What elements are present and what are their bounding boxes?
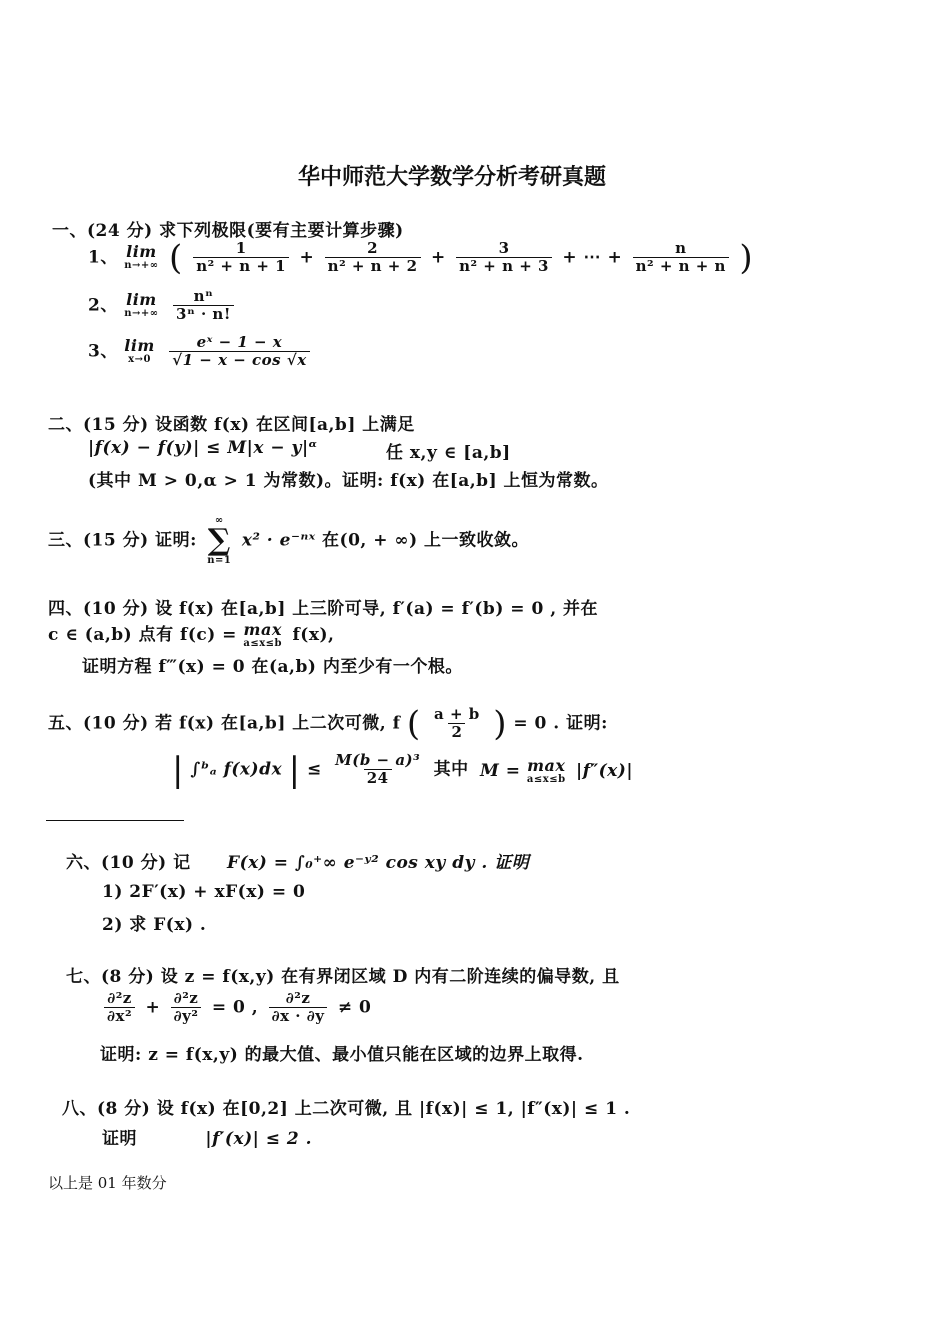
q5-rhs-frac — [332, 752, 423, 788]
q8-line1: 八、(8 分) 设 f(x) 在[0,2] 上二次可微, 且 |f(x)| ≤ 1, |f″(x)| ≤ 1 . — [62, 1099, 631, 1119]
q5-m-eq: M = — [480, 761, 521, 781]
q5-m-def — [480, 758, 633, 785]
q1-frac-3 — [456, 240, 552, 276]
abs-bar: | — [288, 749, 301, 790]
q4-max — [243, 622, 282, 649]
eq-zero: = 0 , — [211, 997, 259, 1018]
frac-numerator: eˣ − 1 − x — [196, 333, 283, 351]
page-title: 华中师范大学数学分析考研真题 — [298, 165, 607, 190]
frac-denominator: n² + n + n — [633, 257, 729, 275]
q5-where: 其中 — [433, 759, 469, 780]
sum-lower: n=1 — [207, 555, 232, 566]
ellipsis: + ⋯ + — [562, 247, 623, 268]
max-word: max — [527, 756, 566, 775]
q1-part3-limit — [124, 338, 155, 365]
q7-frac-xy — [269, 990, 328, 1026]
plus-sign: + — [299, 247, 315, 268]
plus-sign: + — [145, 997, 161, 1018]
q5-integral: ∫ᵇₐ f(x)dx — [190, 759, 283, 780]
q5-line1-start: 五、(10 分) 若 f(x) 在[a,b] 上二次可微, f — [48, 713, 401, 734]
q5-line2 — [172, 749, 469, 790]
q8-proof-word: 证明 — [102, 1129, 137, 1149]
lim-word: lim — [126, 242, 157, 262]
q2-inequality: |f(x) − f(y)| ≤ M|x − y|ᵅ — [88, 438, 318, 458]
q1-part1-label: 1、 — [88, 247, 118, 268]
frac-denominator: 3ⁿ · n! — [173, 305, 234, 323]
q1-heading: 一、(24 分) 求下列极限(要有主要计算步骤) — [52, 221, 404, 241]
q1-part1-limit — [124, 244, 158, 271]
q5-line1-end: = 0 . 证明: — [513, 713, 608, 734]
frac-numerator: nⁿ — [193, 287, 214, 305]
q5-m-tail: |f″(x)| — [576, 761, 634, 781]
summation-icon — [207, 516, 231, 566]
q1-part1 — [88, 237, 754, 278]
q8-line2 — [102, 1124, 312, 1149]
q7-line1: 七、(8 分) 设 z = f(x,y) 在有界闭区域 D 内有二阶连续的偏导数, 且 — [66, 967, 620, 987]
frac-numerator: 3 — [498, 239, 510, 257]
frac-denominator: 24 — [364, 769, 392, 787]
max-subscript: a≤x≤b — [526, 774, 566, 785]
right-paren: ) — [493, 703, 507, 744]
frac-denominator: ∂y² — [171, 1007, 202, 1025]
q4-line2 — [48, 620, 334, 649]
q4-line2-start: c ∈ (a,b) 点有 f(c) = — [48, 625, 237, 645]
lim-subscript: n→+∞ — [124, 308, 159, 320]
frac-denominator: n² + n + 2 — [325, 257, 421, 275]
frac-denominator: ∂x² — [104, 1007, 135, 1025]
q4-line3: 证明方程 f‴(x) = 0 在(a,b) 内至少有一个根。 — [82, 657, 463, 677]
q2-heading: 二、(15 分) 设函数 f(x) 在区间[a,b] 上满足 — [48, 415, 415, 435]
q6-line1 — [66, 848, 529, 873]
divider-line — [46, 820, 184, 821]
frac-denominator: 2 — [448, 723, 465, 741]
q7-frac-yy — [171, 990, 202, 1026]
q1-part3-frac — [169, 334, 309, 370]
q3-tail: 在(0, + ∞) 上一致收敛。 — [322, 530, 530, 551]
lim-word: lim — [124, 336, 155, 356]
q1-frac-1 — [193, 240, 289, 276]
q6-line1-start: 六、(10 分) 记 — [66, 853, 191, 873]
left-paren: ( — [169, 237, 183, 278]
lim-word: lim — [126, 290, 157, 310]
plus-sign: + — [430, 247, 446, 268]
q1-part3-label: 3、 — [88, 341, 118, 362]
frac-denominator: n² + n + 3 — [456, 257, 552, 275]
q5-max — [527, 758, 566, 785]
q3-term: x² · e⁻ⁿˣ — [241, 530, 316, 551]
q6-item2: 2) 求 F(x) . — [102, 915, 207, 935]
q1-part2 — [88, 288, 238, 324]
frac-numerator: ∂²z — [107, 989, 132, 1007]
q1-part3 — [88, 334, 314, 370]
abs-bar: | — [172, 749, 184, 790]
frac-denominator: ∂x · ∂y — [269, 1007, 328, 1025]
frac-denominator: n² + n + 1 — [193, 257, 289, 275]
q7-frac-xx — [104, 990, 135, 1026]
q7-line2 — [100, 990, 371, 1026]
ne-zero: ≠ 0 — [337, 997, 372, 1018]
footer-note: 以上是 01 年数分 — [48, 1174, 167, 1192]
frac-numerator: M(b − a)³ — [335, 751, 421, 769]
frac-denominator: √1 − x − cos √x — [169, 351, 309, 369]
right-paren: ) — [739, 237, 754, 278]
q6-item1: 1) 2F′(x) + xF(x) = 0 — [102, 882, 306, 902]
q1-frac-2 — [325, 240, 421, 276]
lim-subscript: x→0 — [128, 354, 151, 366]
sigma-glyph: ∑ — [207, 523, 231, 558]
q6-line1-formula: F(x) = ∫₀⁺∞ e⁻ʸ² cos xy dy . 证明 — [227, 853, 530, 873]
le-sign: ≤ — [306, 759, 322, 780]
frac-numerator: n — [675, 239, 687, 257]
q1-part2-label: 2、 — [88, 295, 118, 316]
q1-part2-frac — [173, 288, 234, 324]
q1-frac-4 — [633, 240, 729, 276]
sum-upper: ∞ — [214, 515, 224, 526]
q5-line1 — [48, 703, 608, 744]
q8-claim: |f′(x)| ≤ 2 . — [205, 1129, 313, 1149]
q3-heading: 三、(15 分) 证明: — [48, 530, 197, 551]
lim-subscript: n→+∞ — [124, 260, 159, 272]
q3-line — [48, 516, 529, 566]
frac-numerator: ∂²z — [285, 989, 311, 1007]
q7-line3: 证明: z = f(x,y) 的最大值、最小值只能在区域的边界上取得. — [100, 1045, 584, 1065]
q2-note: (其中 M > 0,α > 1 为常数)。证明: f(x) 在[a,b] 上恒为常数。 — [88, 471, 609, 491]
q1-part2-limit — [124, 292, 158, 319]
frac-numerator: a + b — [434, 705, 480, 723]
q4-line1: 四、(10 分) 设 f(x) 在[a,b] 上三阶可导, f′(a) = f′(b) = 0 , 并在 — [48, 599, 599, 619]
q4-line2-end: f(x), — [292, 625, 335, 645]
frac-numerator: 2 — [367, 239, 379, 257]
max-subscript: a≤x≤b — [243, 638, 283, 649]
max-word: max — [243, 620, 282, 639]
frac-numerator: ∂²z — [173, 989, 199, 1007]
left-paren: ( — [406, 703, 421, 744]
q2-domain: 任 x,y ∈ [a,b] — [386, 443, 511, 463]
frac-numerator: 1 — [235, 239, 247, 257]
q5-arg-frac — [431, 706, 483, 742]
